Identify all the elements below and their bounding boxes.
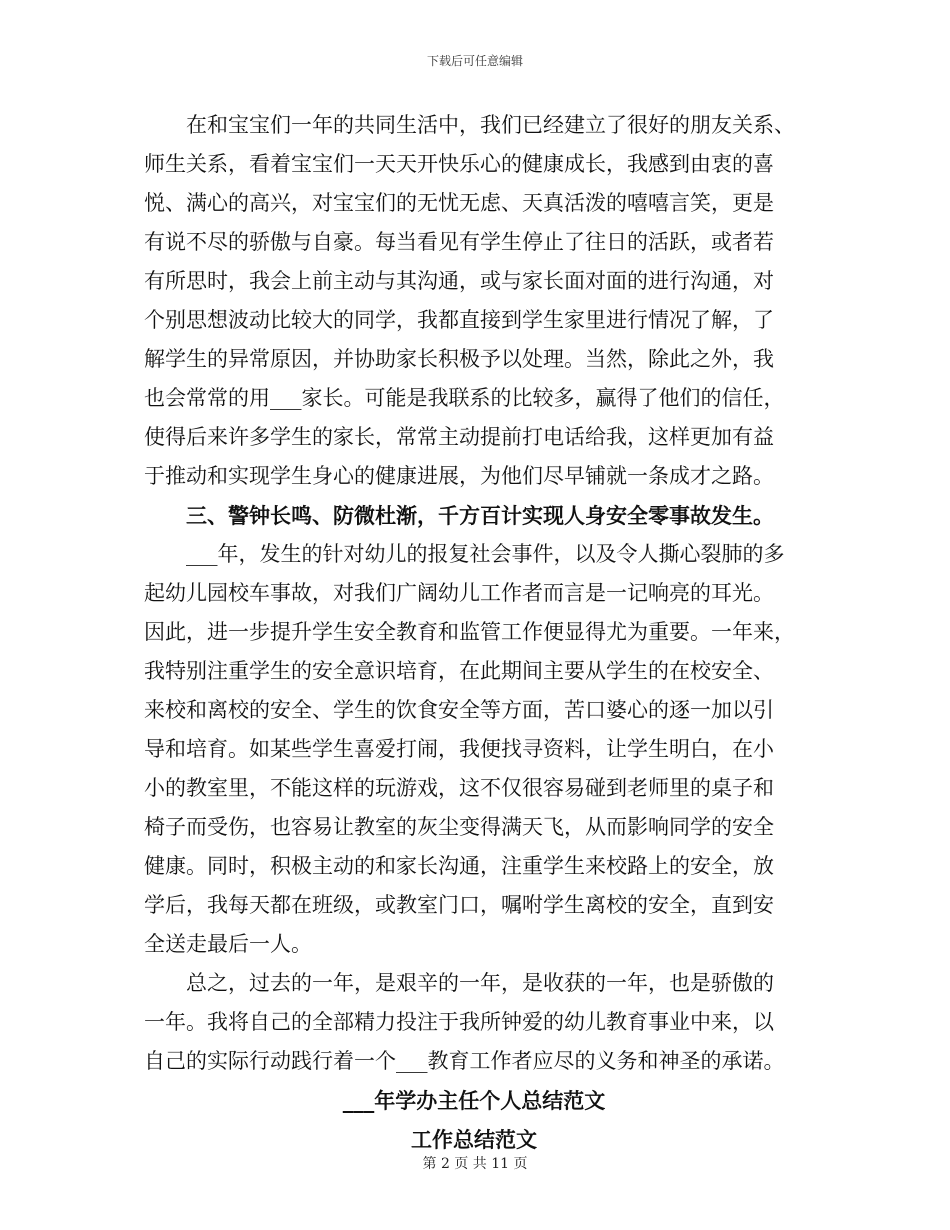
text-line: 师生关系，看着宝宝们一天天开快乐心的健康成长，我感到由衷的喜 [144, 152, 774, 176]
text-line: 在和宝宝们一年的共同生活中，我们已经建立了很好的朋友关系、 [144, 113, 795, 137]
text-line: 于推动和实现学生身心的健康进展，为他们尽早铺就一条成才之路。 [144, 464, 774, 488]
text-line: 自己的实际行动践行着一个___教育工作者应尽的义务和神圣的承诺。 [144, 1049, 785, 1073]
section-heading-safety: 三、警钟长鸣、防微杜渐，千方百计实现人身安全零事故发生。 [144, 503, 774, 528]
text-line: 全送走最后一人。 [144, 932, 312, 956]
text-line: 小的教室里，不能这样的玩游戏，这不仅很容易碰到老师里的桌子和 [144, 776, 774, 800]
text-line: 椅子而受伤，也容易让教室的灰尘变得满天飞，从而影响同学的安全 [144, 815, 774, 839]
text-line: 一年。我将自己的全部精力投注于我所钟爱的幼儿教育事业中来，以 [144, 1010, 774, 1034]
text-line: 导和培育。如某些学生喜爱打闹，我便找寻资料，让学生明白，在小 [144, 737, 774, 761]
text-line: 有说不尽的骄傲与自豪。每当看见有学生停止了往日的活跃，或者若 [144, 230, 774, 254]
text-line: 来校和离校的安全、学生的饮食安全等方面，苦口婆心的逐一加以引 [144, 698, 774, 722]
text-line: 使得后来许多学生的家长，常常主动提前打电话给我，这样更加有益 [144, 425, 774, 449]
document-title: ___年学办主任个人总结范文 [342, 1088, 606, 1113]
text-line: 解学生的异常原因，并协助家长积极予以处理。当然，除此之外，我 [144, 347, 774, 371]
paragraph-conclusion [144, 964, 804, 1081]
text-line: 我特别注重学生的安全意识培育，在此期间主要从学生的在校安全、 [144, 659, 774, 683]
page-footer: 第 2 页 共 11 页 [422, 1156, 528, 1172]
text-line: 也会常常的用___家长。可能是我联系的比较多，赢得了他们的信任， [144, 386, 785, 410]
text-line: ___年，发生的针对幼儿的报复社会事件，以及令人撕心裂肺的多 [144, 542, 785, 566]
text-line: 起幼儿园校车事故，对我们广阔幼儿工作者而言是一记响亮的耳光。 [144, 581, 774, 605]
paragraph-safety [144, 535, 804, 964]
document-subtitle: 工作总结范文 [411, 1127, 537, 1152]
text-line: 健康。同时，积极主动的和家长沟通，注重学生来校路上的安全，放 [144, 854, 774, 878]
text-line: 有所思时，我会上前主动与其沟通，或与家长面对面的进行沟通，对 [144, 269, 774, 293]
document-body [144, 106, 804, 1159]
text-line: 个别思想波动比较大的同学，我都直接到学生家里进行情况了解，了 [144, 308, 774, 332]
page-header: 下载后可任意编辑 [426, 54, 523, 68]
text-line: 总之，过去的一年，是艰辛的一年，是收获的一年，也是骄傲的 [144, 971, 774, 995]
text-line: 悦、满心的高兴，对宝宝们的无忧无虑、天真活泼的嘻嘻言笑，更是 [144, 191, 774, 215]
text-line: 学后，我每天都在班级，或教室门口，嘱咐学生离校的安全，直到安 [144, 893, 774, 917]
text-line: 因此，进一步提升学生安全教育和监管工作便显得尤为重要。一年来， [144, 620, 795, 644]
paragraph-relationships [144, 106, 804, 496]
